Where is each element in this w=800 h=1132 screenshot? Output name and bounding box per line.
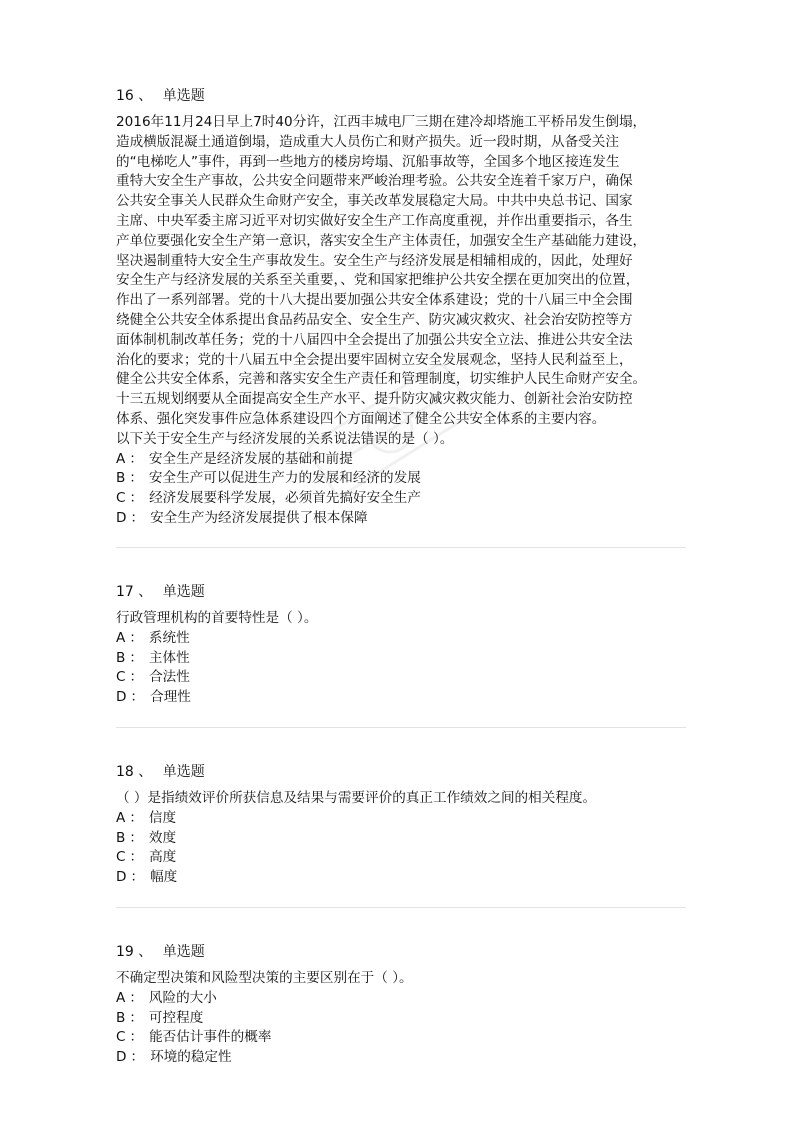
option-letter: B [116, 649, 126, 666]
stem-line: 2016年11月24日早上7时40分许，江西丰城电厂三期在建冷却塔施工平桥吊发生倒塌， [116, 114, 647, 130]
question-16 [116, 86, 688, 529]
option-text: 能否估计事件的概率 [149, 1029, 272, 1046]
question-prompt: 不确定型决策和风险型决策的主要区别在于（ ）。 [116, 970, 413, 986]
option-letter: C [116, 849, 126, 866]
question-type: 单选题 [162, 88, 205, 104]
option-text: 幅度 [150, 869, 178, 886]
option-letter: B [116, 1009, 126, 1026]
option-d[interactable] [116, 1048, 688, 1068]
option-separator: ： [129, 629, 143, 646]
stem-line: 绕健全公共安全体系提出食品药品安全、安全生产、防灾减灾救灾、社会治安防控等方 [116, 311, 633, 328]
option-letter: A [116, 450, 126, 467]
question-divider [116, 547, 686, 548]
option-text: 安全生产是经济发展的基础和前提 [148, 450, 353, 467]
question-separator: 、 [138, 88, 153, 104]
option-separator: ： [129, 989, 143, 1006]
option-text: 安全生产为经济发展提供了根本保障 [150, 509, 368, 526]
option-b[interactable] [116, 829, 688, 849]
option-separator: ： [129, 470, 143, 487]
question-header [116, 942, 688, 962]
option-c[interactable] [116, 489, 688, 509]
option-c[interactable] [116, 848, 688, 868]
option-text: 环境的稳定性 [150, 1049, 232, 1066]
question-divider [116, 727, 686, 728]
option-a[interactable] [116, 809, 688, 829]
stem-line: 坚决遏制重特大安全生产事故发生。安全生产与经济发展是相辅相成的，因此，处理好 [116, 252, 633, 269]
option-separator: ： [129, 809, 143, 826]
option-b[interactable] [116, 469, 688, 489]
option-text: 合理性 [150, 689, 191, 706]
option-text: 可控程度 [148, 1009, 204, 1026]
option-separator: ： [129, 1009, 143, 1026]
question-prompt: 以下关于安全生产与经济发展的关系说法错误的是（ ）。 [116, 430, 454, 447]
question-divider [116, 907, 686, 908]
stem-line: 主席、中央军委主席习近平对切实做好安全生产工作高度重视，并作出重要指示，各生 [116, 212, 633, 229]
option-letter: A [116, 809, 126, 826]
option-separator: ： [129, 1029, 144, 1046]
option-letter: C [116, 490, 126, 507]
question-number: 19 [116, 944, 134, 960]
question-prompt: （ ）是指绩效评价所获信息及结果与需要评价的真正工作绩效之间的相关程度。 [116, 790, 597, 806]
question-number: 17 [116, 584, 134, 600]
question-type: 单选题 [162, 584, 205, 600]
question-header [116, 582, 688, 602]
option-letter: D [116, 1049, 127, 1066]
option-letter: D [116, 689, 127, 706]
stem-line: 面体制机制改革任务；党的十八届四中全会提出了加强公共安全立法、推进公共安全法 [116, 331, 633, 348]
question-number: 16 [116, 88, 134, 104]
option-separator: ： [130, 869, 145, 886]
option-c[interactable] [116, 668, 688, 688]
stem-line: 体系、强化突发事件应急体系建设四个方面阐述了健全公共安全体系的主要内容。 [116, 410, 606, 427]
option-letter: B [116, 829, 126, 846]
option-separator: ： [130, 509, 145, 526]
option-letter: B [116, 470, 126, 487]
option-separator: ： [130, 1049, 145, 1066]
option-text: 系统性 [148, 629, 190, 646]
option-b[interactable] [116, 649, 688, 669]
question-type: 单选题 [162, 764, 205, 780]
option-separator: ： [129, 490, 144, 507]
question-number: 18 [116, 764, 134, 780]
option-a[interactable] [116, 989, 688, 1009]
question-separator: 、 [138, 584, 153, 600]
question-header [116, 86, 688, 106]
question-18 [116, 762, 688, 888]
option-text: 高度 [149, 849, 177, 866]
question-separator: 、 [138, 764, 153, 780]
option-separator: ： [129, 649, 143, 666]
option-d[interactable] [116, 688, 688, 708]
option-separator: ： [130, 689, 145, 706]
option-text: 经济发展要科学发展，必须首先搞好安全生产 [149, 490, 421, 507]
question-header [116, 762, 688, 782]
stem-line: 十三五规划纲要从全面提高安全生产水平、提升防灾减灾救灾能力、创新社会治安防控 [116, 391, 633, 408]
option-letter: C [116, 669, 126, 686]
stem-line: 作出了一系列部署。党的十八大提出要加强公共安全体系建设；党的十八届三中全会围 [116, 292, 633, 309]
option-text: 风险的大小 [148, 989, 217, 1006]
stem-line: 安全生产与经济发展的关系至关重要，、党和国家把维护公共安全摆在更加突出的位置， [116, 272, 640, 289]
option-separator: ： [129, 849, 144, 866]
option-text: 主体性 [148, 649, 190, 666]
option-a[interactable] [116, 629, 688, 649]
stem-line: 重特大安全生产事故，公共安全问题带来严峻治理考验。公共安全连着千家万户，确保 [116, 173, 633, 190]
option-separator: ： [129, 829, 143, 846]
option-text: 效度 [148, 829, 177, 846]
option-letter: C [116, 1029, 126, 1046]
option-text: 安全生产可以促进生产力的发展和经济的发展 [148, 470, 421, 487]
question-stem [116, 113, 688, 430]
stem-line: 健全公共安全体系，完善和落实安全生产责任和管理制度，切实维护人民生命财产安全。 [116, 371, 647, 388]
option-b[interactable] [116, 1009, 688, 1029]
question-17 [116, 582, 688, 708]
option-a[interactable] [116, 450, 688, 470]
option-text: 信度 [148, 809, 177, 826]
option-letter: D [116, 869, 127, 886]
stem-line: 公共安全事关人民群众生命财产安全，事关改革发展稳定大局。中共中央总书记、国家 [116, 193, 633, 210]
question-19 [116, 942, 688, 1068]
option-letter: A [116, 629, 126, 646]
option-d[interactable] [116, 509, 688, 529]
option-letter: A [116, 989, 126, 1006]
question-prompt: 行政管理机构的首要特性是（ ）。 [116, 610, 318, 626]
stem-line: 造成横版混凝土通道倒塌，造成重大人员伤亡和财产损失。近一段时期，从备受关注 [116, 133, 619, 150]
option-text: 合法性 [149, 669, 190, 686]
option-c[interactable] [116, 1028, 688, 1048]
question-type: 单选题 [162, 944, 205, 960]
option-d[interactable] [116, 868, 688, 888]
question-separator: 、 [138, 944, 153, 960]
option-letter: D [116, 509, 127, 526]
option-separator: ： [129, 669, 144, 686]
stem-line: 治化的要求；党的十八届五中全会提出要牢固树立安全发展观念，坚持人民利益至上， [116, 351, 633, 368]
stem-line: 产单位要强化安全生产第一意识，落实安全生产主体责任，加强安全生产基础能力建设， [116, 232, 647, 249]
stem-line: 的“电梯吃人”事件，再到一些地方的楼房垮塌、沉船事故等，全国多个地区接连发生 [116, 153, 620, 170]
option-separator: ： [129, 450, 143, 467]
